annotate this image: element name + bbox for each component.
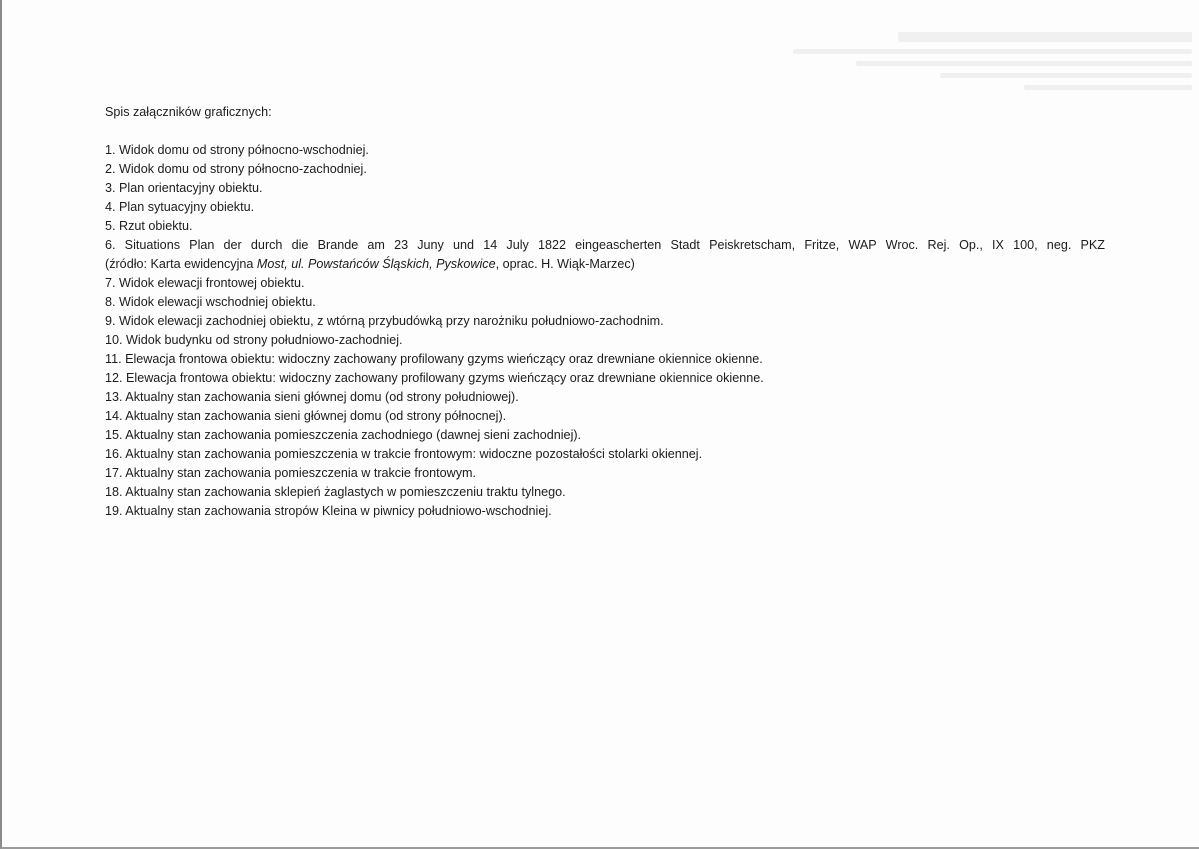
list-item: 9. Widok elewacji zachodniej obiektu, z wtórną przybudówką przy narożniku południowo-zachodnim. bbox=[105, 314, 664, 328]
list-item-6 bbox=[105, 236, 1105, 274]
list-item: 8. Widok elewacji wschodniej obiektu. bbox=[105, 295, 316, 309]
list-item: 13. Aktualny stan zachowania sieni głównej domu (od strony południowej). bbox=[105, 390, 519, 404]
list-item: 5. Rzut obiektu. bbox=[105, 219, 193, 233]
list-item: 1. Widok domu od strony północno-wschodniej. bbox=[105, 143, 369, 157]
list-item: 19. Aktualny stan zachowania stropów Kleina w piwnicy południowo-wschodniej. bbox=[105, 504, 552, 518]
list-item: 10. Widok budynku od strony południowo-zachodniej. bbox=[105, 333, 403, 347]
list-item: 17. Aktualny stan zachowania pomieszczenia w trakcie frontowym. bbox=[105, 466, 476, 480]
list-item: 18. Aktualny stan zachowania sklepień żaglastych w pomieszczeniu traktu tylnego. bbox=[105, 485, 566, 499]
list-item-6-source-suffix: , oprac. H. Wiąk-Marzec) bbox=[495, 257, 635, 271]
list-item-6-source-title: Most, ul. Powstańców Śląskich, Pyskowice bbox=[256, 257, 496, 271]
list-heading: Spis załączników graficznych: bbox=[105, 105, 272, 119]
attachment-list bbox=[105, 141, 1105, 521]
list-item: 2. Widok domu od strony północno-zachodniej. bbox=[105, 162, 367, 176]
list-item-6-source-prefix: (źródło: Karta ewidencyjna bbox=[105, 257, 257, 271]
list-item: 16. Aktualny stan zachowania pomieszczenia w trakcie frontowym: widoczne pozostałości stolarki okiennej. bbox=[105, 447, 703, 461]
list-item: 7. Widok elewacji frontowej obiektu. bbox=[105, 276, 305, 290]
list-item: 4. Plan sytuacyjny obiektu. bbox=[105, 200, 255, 214]
list-item-6-line1: 6. Situations Plan der durch die Brande am 23 Juny und 14 July 1822 eingeascherten Stadt Peiskretscham, Fritze, WAP Wroc. Rej. Op., IX 100, neg. PKZ bbox=[105, 238, 1105, 252]
attachment-list-section bbox=[105, 103, 1105, 521]
list-item: 11. Elewacja frontowa obiektu: widoczny zachowany profilowany gzyms wieńczący oraz drewniane okiennice okienne. bbox=[105, 352, 763, 366]
list-item: 15. Aktualny stan zachowania pomieszczenia zachodniego (dawnej sieni zachodniej). bbox=[105, 428, 582, 442]
list-item: 14. Aktualny stan zachowania sieni głównej domu (od strony północnej). bbox=[105, 409, 507, 423]
list-item: 12. Elewacja frontowa obiektu: widoczny zachowany profilowany gzyms wieńczący oraz drewniane okiennice okienne. bbox=[105, 371, 764, 385]
list-item: 3. Plan orientacyjny obiektu. bbox=[105, 181, 263, 195]
